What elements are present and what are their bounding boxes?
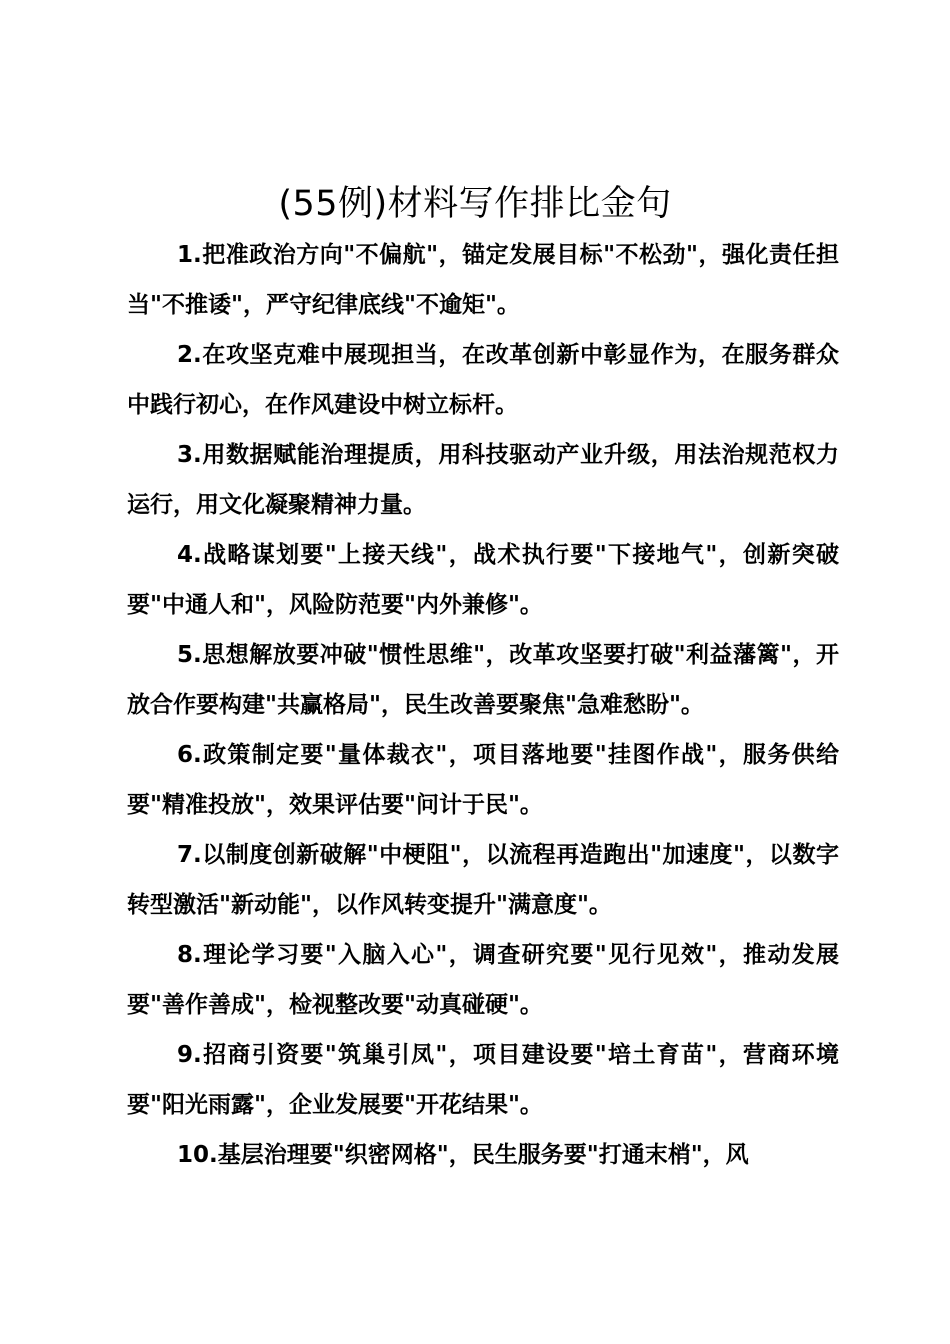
paragraph-4: 4.战略谋划要"上接天线"，战术执行要"下接地气"，创新突破要"中通人和"，风险防范要"内外兼修"。 [127,542,839,618]
paragraph-9: 9.招商引资要"筑巢引凤"，项目建设要"培土育苗"，营商环境要"阳光雨露"，企业发展要"开花结果"。 [127,1042,839,1118]
document-body [127,230,839,1180]
paragraph-10: 10.基层治理要"织密网格"，民生服务要"打通末梢"，风 [177,1142,749,1168]
document-title: (55例)材料写作排比金句 [278,184,672,224]
paragraph-3: 3.用数据赋能治理提质，用科技驱动产业升级，用法治规范权力运行，用文化凝聚精神力量。 [127,442,839,518]
paragraph-1: 1.把准政治方向"不偏航"，锚定发展目标"不松劲"，强化责任担当"不推诿"，严守纪律底线"不逾矩"。 [127,242,839,318]
paragraph-2: 2.在攻坚克难中展现担当，在改革创新中彰显作为，在服务群众中践行初心，在作风建设中树立标杆。 [127,342,839,418]
paragraph-8: 8.理论学习要"入脑入心"，调查研究要"见行见效"，推动发展要"善作善成"，检视整改要"动真碰硬"。 [127,942,839,1018]
paragraph-5: 5.思想解放要冲破"惯性思维"，改革攻坚要打破"利益藩篱"，开放合作要构建"共赢格局"，民生改善要聚焦"急难愁盼"。 [127,642,839,718]
paragraph-6: 6.政策制定要"量体裁衣"，项目落地要"挂图作战"，服务供给要"精准投放"，效果评估要"问计于民"。 [127,742,839,818]
paragraph-7: 7.以制度创新破解"中梗阻"，以流程再造跑出"加速度"，以数字转型激活"新动能"，以作风转变提升"满意度"。 [127,842,839,918]
